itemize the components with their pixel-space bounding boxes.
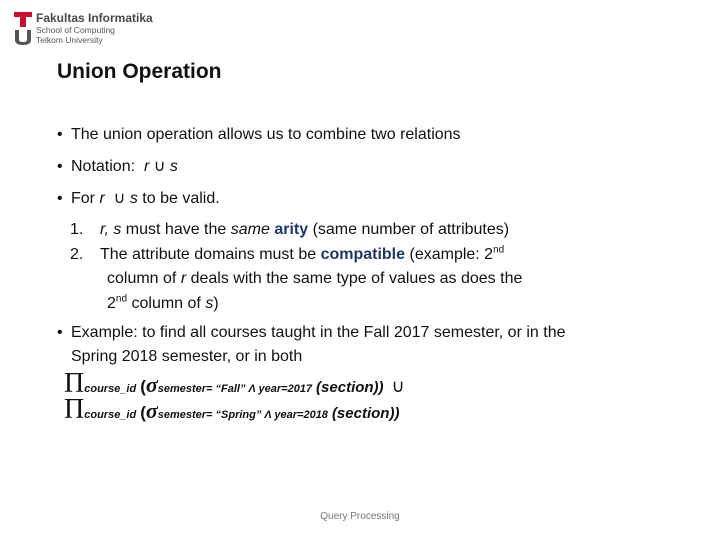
bullet-union-description: • The union operation allows us to combine two relations bbox=[57, 124, 461, 146]
faculty-logo bbox=[14, 10, 154, 50]
slide-footer: Query Processing bbox=[320, 511, 400, 522]
logo-university-name: Telkom University bbox=[36, 35, 103, 45]
bullet-example: • Example: to find all courses taught in the Fall 2017 semester, or in the bbox=[57, 322, 566, 344]
bullet-example-line2: Spring 2018 semester, or in both bbox=[71, 348, 303, 365]
logo-faculty-name: Fakultas Informatika bbox=[36, 11, 153, 25]
condition-compatible-line2: column of r deals with the same type of values as does the bbox=[107, 270, 523, 287]
bullet-marker: • bbox=[57, 126, 63, 143]
bullet-notation: • Notation: r ∪ s bbox=[57, 156, 178, 178]
relational-expression-spring: Πcourse_id (σsemester= “Spring” Λ year=2018 (section)) bbox=[64, 394, 400, 425]
condition-compatible-line3: 2nd column of s) bbox=[107, 293, 219, 312]
bullet-marker: • bbox=[57, 158, 63, 175]
bullet-validity: • For r ∪ s to be valid. bbox=[57, 188, 220, 210]
relational-expression-fall: Πcourse_id (σsemester= “Fall” Λ year=2017 (section)) ∪ bbox=[64, 368, 405, 399]
bullet-marker: • bbox=[57, 324, 63, 341]
logo-school-name: School of Computing bbox=[36, 25, 115, 35]
bullet-marker: • bbox=[57, 190, 63, 207]
slide-title: Union Operation bbox=[57, 60, 222, 83]
telkom-logo-icon bbox=[14, 12, 32, 46]
condition-compatible: 2. The attribute domains must be compatible (example: 2nd bbox=[70, 244, 505, 263]
condition-arity: 1. r, s must have the same arity (same number of attributes) bbox=[70, 221, 510, 238]
